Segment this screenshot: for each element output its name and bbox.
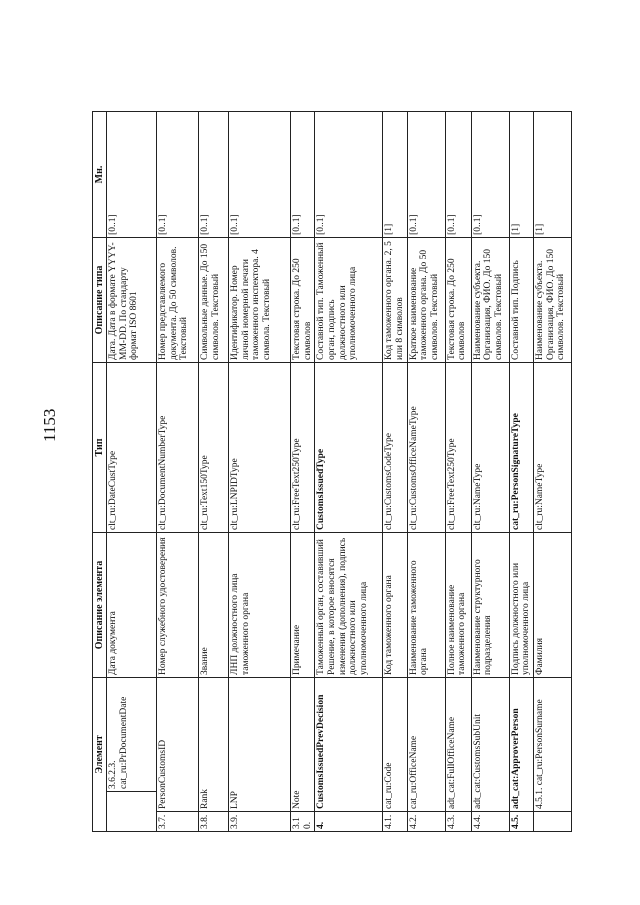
row-number: 3.10. bbox=[291, 812, 315, 832]
header-type: Тип bbox=[93, 362, 107, 532]
table-row bbox=[407, 111, 445, 831]
table-row bbox=[533, 111, 571, 831]
header-mult: Мн. bbox=[93, 111, 107, 237]
row-number: 4.5. bbox=[509, 812, 533, 832]
row-mult: [0..1] bbox=[315, 111, 383, 237]
row-element: adt_cat:ApproverPerson bbox=[509, 677, 533, 811]
table-row bbox=[471, 111, 509, 831]
row-element-desc: Наименование структурного подразделения bbox=[471, 532, 509, 677]
row-element-desc: Дата документа bbox=[107, 532, 157, 677]
row-type: cat_ru:PersonSignatureType bbox=[509, 362, 533, 532]
row-element-desc: Фамилия bbox=[533, 532, 571, 677]
table-row bbox=[107, 111, 157, 831]
row-type: clt_ru:NameType bbox=[471, 362, 509, 532]
row-element-desc: Полное наименование таможенного органа bbox=[445, 532, 471, 677]
row-number: 4.2. bbox=[407, 812, 445, 832]
row-element-cell bbox=[107, 677, 157, 791]
table-row bbox=[157, 111, 199, 831]
row-number: 3.9. bbox=[229, 812, 291, 832]
header-element-desc: Описание элемента bbox=[93, 532, 107, 677]
row-type: clt_ru:FreeText250Type bbox=[291, 362, 315, 532]
row-mult: [0..1] bbox=[107, 111, 157, 237]
row-number: 4.3. bbox=[445, 812, 471, 832]
row-element-desc: ЛНП должностного лица таможенного органа bbox=[229, 532, 291, 677]
row-type-desc: Наименование субъекта. Организация, ФИО. До 150 символов. Текстовый bbox=[471, 237, 509, 362]
row-mult: [1] bbox=[509, 111, 533, 237]
spec-table-container bbox=[92, 112, 567, 832]
row-type-desc: Номер представляемого документа. До 50 символов. Текстовый bbox=[157, 237, 199, 362]
row-type-desc: Наименование субъекта. Организация, ФИО. До 150 символов. Текстовый bbox=[533, 237, 571, 362]
row-element: adt_cat:FullOfficeName bbox=[445, 677, 471, 811]
table-row bbox=[229, 111, 291, 831]
row-element: cat_ru:OfficeName bbox=[407, 677, 445, 811]
row-element: Note bbox=[291, 677, 315, 811]
row-type-desc: Идентификатор. Номер личной номерной печати таможенного инспектора. 4 символа. Текстовый bbox=[229, 237, 291, 362]
row-mult: [1] bbox=[383, 111, 407, 237]
indent-cell bbox=[107, 792, 157, 832]
row-number: 4.5.1. bbox=[534, 787, 545, 809]
row-number: 3.6.2.3. bbox=[108, 760, 119, 789]
row-type-desc: Код таможенного органа. 2, 5 или 8 символов bbox=[383, 237, 407, 362]
row-number: 4.4. bbox=[471, 812, 509, 832]
row-mult: [0..1] bbox=[229, 111, 291, 237]
row-mult: [0..1] bbox=[199, 111, 229, 237]
row-mult: [0..1] bbox=[157, 111, 199, 237]
row-type: clt_ru:CustomsCodeType bbox=[383, 362, 407, 532]
row-type: clt_ru:DateCustType bbox=[107, 362, 157, 532]
table-row bbox=[315, 111, 383, 831]
row-type: clt_ru:DocumentNumberType bbox=[157, 362, 199, 532]
table-header-row bbox=[93, 111, 107, 831]
row-type: clt_ru:CustomsOfficeNameType bbox=[407, 362, 445, 532]
header-type-desc: Описание типа bbox=[93, 237, 107, 362]
row-element: PersonCustomsID bbox=[157, 677, 199, 811]
row-element: CustomsIssuedPrevDecision bbox=[315, 677, 383, 811]
row-element: cat_ru:PrDocumentDate bbox=[118, 696, 129, 789]
page-number: 1153 bbox=[40, 408, 59, 442]
row-element-desc: Номер служебного удостоверения bbox=[157, 532, 199, 677]
row-type-desc: Текстовая строка. До 250 символов bbox=[445, 237, 471, 362]
row-number: 3.8. bbox=[199, 812, 229, 832]
row-mult: [0..1] bbox=[445, 111, 471, 237]
row-type: clt_ru:LNPIDType bbox=[229, 362, 291, 532]
row-type: clt_ru:NameType bbox=[533, 362, 571, 532]
row-element: LNP bbox=[229, 677, 291, 811]
row-element-desc: Код таможенного органа bbox=[383, 532, 407, 677]
row-element: adt_cat:CustomsSubUnit bbox=[471, 677, 509, 811]
row-number: 4.1. bbox=[383, 812, 407, 832]
row-element: cat_ru:PersonSurname bbox=[534, 699, 545, 786]
table-row bbox=[445, 111, 471, 831]
row-mult: [1] bbox=[533, 111, 571, 237]
header-element: Элемент bbox=[93, 677, 107, 831]
table-row bbox=[199, 111, 229, 831]
row-type-desc: Составной тип. Таможенный орган, подпись должностного или уполномоченного лица bbox=[315, 237, 383, 362]
table-row bbox=[291, 111, 315, 831]
row-element-desc: Наименование таможенного органа bbox=[407, 532, 445, 677]
row-type: clt_ru:Text150Type bbox=[199, 362, 229, 532]
row-element: cat_ru:Code bbox=[383, 677, 407, 811]
row-type-desc: Дата. Дата в формате YYYY-MM-DD. По стандарту формат ISO 8601 bbox=[107, 237, 157, 362]
element-spec-table bbox=[92, 111, 572, 832]
row-type-desc: Краткое наименование таможенного органа. До 50 символов. Текстовый bbox=[407, 237, 445, 362]
row-element-desc: Звание bbox=[199, 532, 229, 677]
row-element-desc: Примечание bbox=[291, 532, 315, 677]
row-type: CustomsIssuedType bbox=[315, 362, 383, 532]
table-row bbox=[509, 111, 533, 831]
row-type: clt_ru:FreeText250Type bbox=[445, 362, 471, 532]
row-mult: [0..1] bbox=[471, 111, 509, 237]
row-number: 4. bbox=[315, 812, 383, 832]
row-element-desc: Подпись должностного или уполномоченного лица bbox=[509, 532, 533, 677]
indent-cell bbox=[533, 812, 571, 832]
row-mult: [0..1] bbox=[407, 111, 445, 237]
row-mult: [0..1] bbox=[291, 111, 315, 237]
table-row bbox=[383, 111, 407, 831]
row-element-cell bbox=[533, 677, 571, 811]
row-type-desc: Символьные данные. До 150 символов. Текстовый bbox=[199, 237, 229, 362]
row-element: Rank bbox=[199, 677, 229, 811]
row-type-desc: Составной тип. Подпись bbox=[509, 237, 533, 362]
row-number: 3.7. bbox=[157, 812, 199, 832]
row-type-desc: Текстовая строка. До 250 символов bbox=[291, 237, 315, 362]
row-element-desc: Таможенный орган, составивший Решение, в которое вносятся изменения (дополнения), подпись должностного или уполномоченного лица bbox=[315, 532, 383, 677]
